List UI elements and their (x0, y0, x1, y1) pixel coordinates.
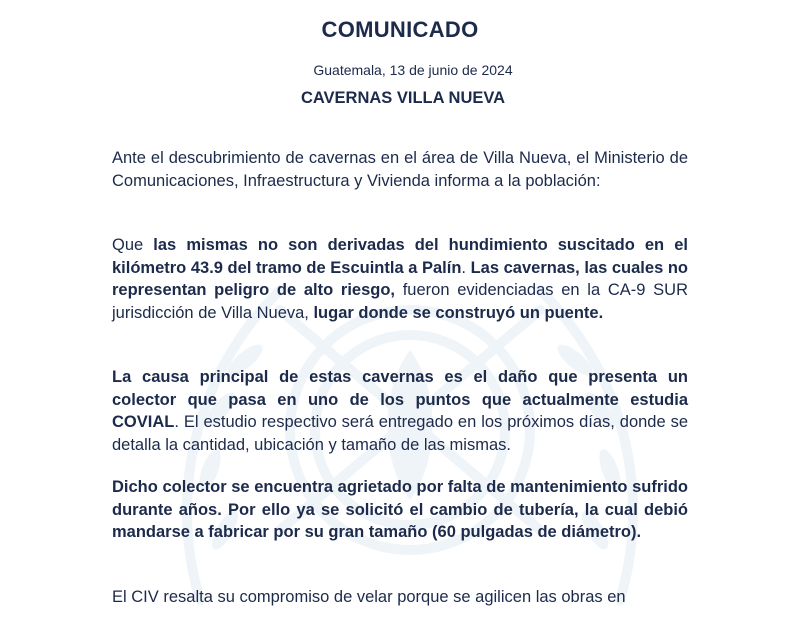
document-title: COMUNICADO (321, 17, 479, 42)
text-run: El CIV resalta su compromiso de velar porque se agilicen las obras en (112, 588, 626, 606)
text-run: las mismas no son derivadas del hundimiento suscitado en el kilómetro 43.9 del tramo de Escuintla a Palín (112, 236, 688, 277)
paragraph-collector-damage (112, 476, 688, 544)
text-run: La causa principal de estas cavernas es el daño que presenta un colector que pasa en uno de los puntos que actualmente estudia COVIAL (112, 368, 688, 431)
text-run: Ante el descubrimiento de cavernas en el área de Villa Nueva, el Ministerio de Comunicaciones, Infraestructura y Vivienda informa a la población: (112, 149, 688, 190)
text-run: . (461, 258, 471, 277)
text-run: lugar donde se construyó un puente. (313, 303, 604, 322)
document-subtitle: CAVERNAS VILLA NUEVA (300, 89, 506, 107)
paragraph-caverns-origin (112, 234, 688, 324)
paragraph-main-cause (112, 366, 688, 456)
text-run: fueron evidenciadas en la CA-9 SUR jurisdicción de Villa Nueva, (112, 281, 688, 322)
text-run: Las cavernas, las cuales no representan peligro de alto riesgo, (112, 258, 688, 299)
paragraph-intro (112, 147, 688, 192)
text-run: Dicho colector se encuentra agrietado por falta de mantenimiento sufrido durante años. Por ello ya se solicitó el cambio de tubería, la cual debió mandarse a fabricar por su gran tamaño (60 pulgadas de diámetro). (112, 478, 688, 541)
document-date: Guatemala, 13 de junio de 2024 (313, 62, 513, 78)
paragraph-civ-commitment (112, 586, 688, 609)
text-run: Que (112, 236, 154, 254)
text-run: . El estudio respectivo será entregado en los próximos días, donde se detalla la cantidad, ubicación y tamaño de las mismas. (112, 413, 688, 454)
